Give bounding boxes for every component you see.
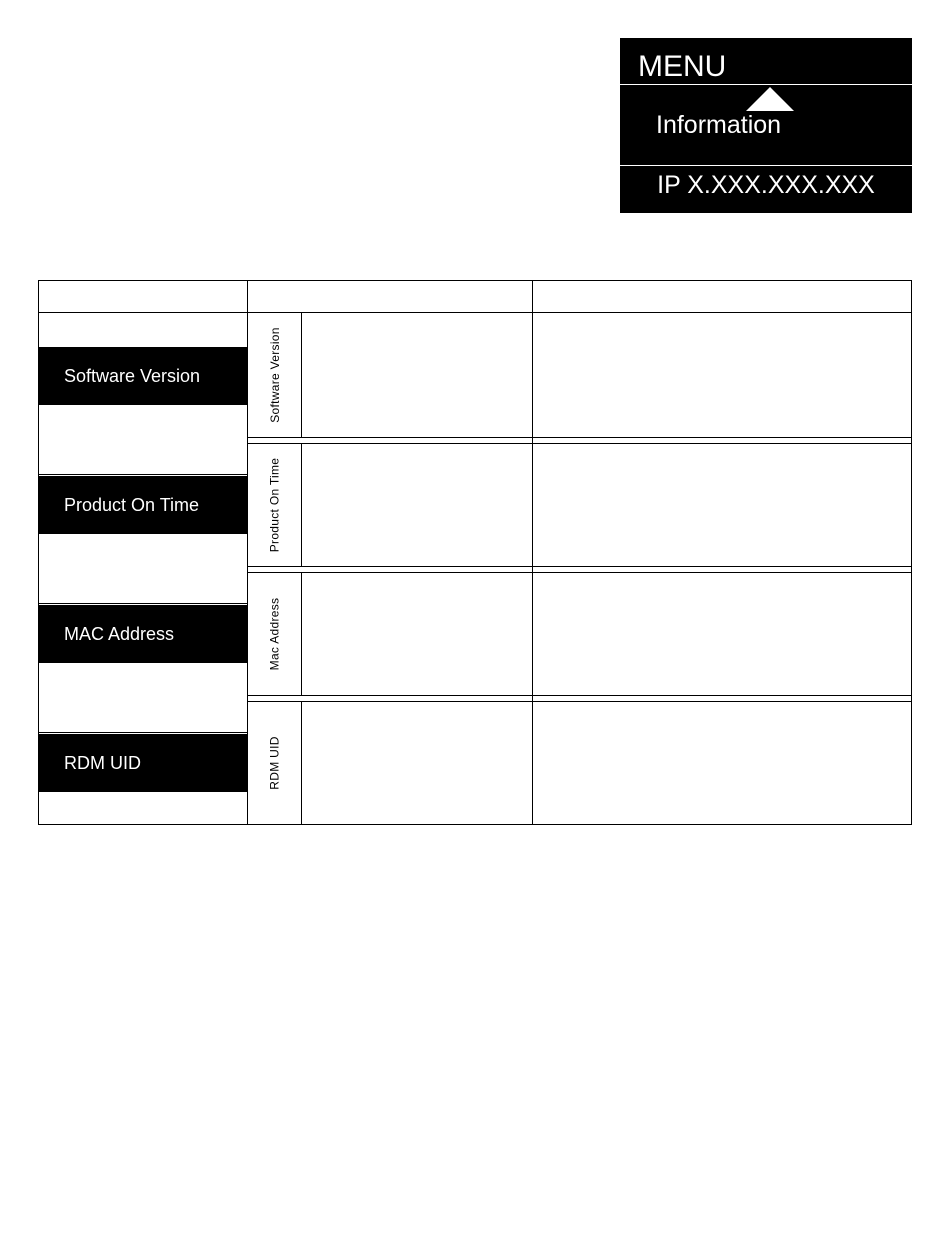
lcd-menu-title: MENU	[638, 50, 727, 83]
table-column-divider	[301, 443, 302, 567]
table-row-divider	[247, 695, 912, 696]
lcd-divider	[620, 165, 912, 166]
table-row-divider	[247, 443, 912, 444]
table-row-divider	[247, 437, 912, 438]
side-label-text: Mac Address	[267, 597, 282, 671]
table-row-divider	[38, 732, 247, 733]
lcd-selected-item: Information	[656, 111, 782, 139]
lcd-ip-address: IP X.XXX.XXX.XXX	[657, 171, 875, 199]
table-row-divider	[38, 603, 247, 604]
triangle-up-icon	[746, 87, 794, 111]
menu-item-product-on-time: Product On Time	[38, 476, 247, 534]
lcd-divider	[620, 84, 912, 85]
table-row-divider	[38, 474, 247, 475]
table-column-divider	[301, 312, 302, 437]
table-column-divider	[301, 572, 302, 696]
table-column-divider	[301, 701, 302, 825]
table-row-divider	[247, 566, 912, 567]
side-label-text: Product On Time	[267, 457, 282, 553]
table-header-divider	[38, 312, 912, 313]
side-label-mac-address	[248, 573, 301, 695]
table-row-divider	[247, 572, 912, 573]
side-label-rdm-uid	[248, 702, 301, 824]
table-column-divider	[532, 280, 533, 825]
side-label-text: RDM UID	[267, 736, 282, 790]
side-label-product-on-time	[248, 444, 301, 566]
menu-item-software-version: Software Version	[38, 347, 247, 405]
table-row-divider	[247, 701, 912, 702]
side-label-text: Software Version	[267, 327, 282, 423]
menu-item-mac-address: MAC Address	[38, 605, 247, 663]
side-label-software-version	[248, 313, 301, 437]
menu-item-rdm-uid: RDM UID	[38, 734, 247, 792]
lcd-menu-display	[620, 38, 912, 213]
